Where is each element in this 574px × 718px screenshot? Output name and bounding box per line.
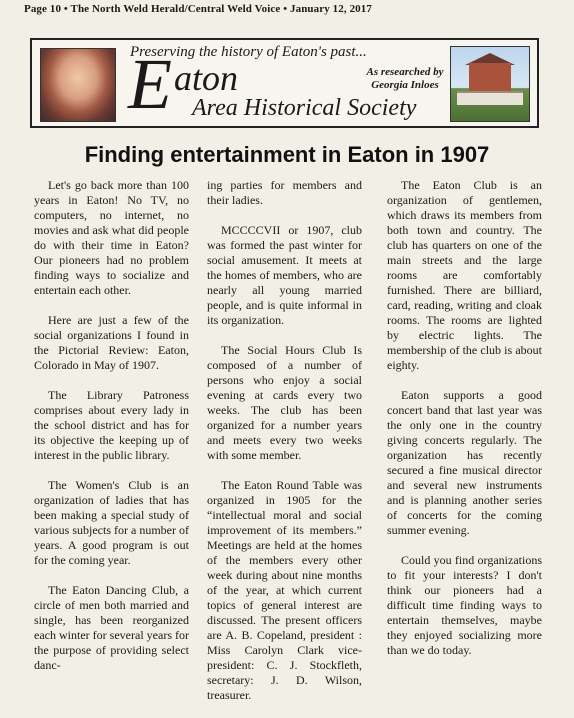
paragraph: ing parties for members and their ladies.	[207, 178, 362, 207]
paragraph: Here are just a few of the social organizations I found in the Pictorial Review: Eaton, Colorado in May of 1907.	[34, 313, 189, 372]
paragraph: Let's go back more than 100 years in Eaton! No TV, no computers, no internet, no movies and ask what did people do with their time in Eaton? Our pioneers had no problem finding ways to socialize and entertain each other.	[34, 178, 189, 297]
paragraph: The Women's Club is an organization of ladies that has been making a special study of various subjects for a number of years. A good program is out for the coming year.	[34, 478, 189, 567]
paragraph: MCCCCVII or 1907, club was formed the past winter for social amusement. It meets at the homes of members, who are nearly all young married people, and is quite informal in its organization.	[207, 223, 362, 327]
paragraph: Could you find organizations to fit your interests? I don't think our pioneers had a difficult time finding ways to entertain themselves, maybe they enjoyed socializing more than we do today.	[387, 553, 542, 657]
paragraph: The Eaton Dancing Club, a circle of men both married and single, has been reorganized each winter for several years for the purpose of providing select danc-	[34, 583, 189, 672]
paragraph: The Social Hours Club Is composed of a number of persons who enjoy a social evening at cards every two weeks. The club has been organized for a number years and meets every two weeks with some member.	[207, 343, 362, 462]
researcher-name: Georgia Inloes	[371, 79, 439, 91]
article-column-3	[387, 178, 542, 673]
banner-title-initial: E	[128, 44, 172, 124]
paragraph: The Eaton Club is an organization of gentlemen, which draws its members from both town and country. The club has quarters on one of the main streets and the large rooms are comfortably furnished. There are billiard, card, reading, writing and cloak rooms. The rooms are lighted by electric lights. The membership of the club is about eighty.	[387, 178, 542, 372]
banner-title: aton	[174, 58, 239, 98]
page-folio: Page 10 • The North Weld Herald/Central Weld Voice • January 12, 2017	[24, 3, 372, 15]
banner-subtitle: Area Historical Society	[192, 95, 417, 121]
researched-by	[350, 66, 460, 92]
author-photo	[40, 48, 116, 122]
historic-house-photo	[450, 46, 530, 122]
historical-society-banner	[30, 38, 539, 128]
article-column-1	[34, 178, 189, 688]
banner-tagline: Preserving the history of Eaton's past...	[130, 44, 367, 60]
paragraph: Eaton supports a good concert band that last year was the only one in the country giving concerts regularly. The organization has recently secured a fine musical director and several new instruments and is planning another series of concerts for the coming summer evening.	[387, 388, 542, 537]
paragraph: The Eaton Round Table was organized in 1905 for the “intellectual moral and social improvement of its members.” Meetings are held at the homes of the members every other week during about nine months of the year, at which current topics of general interest are discussed. The present officers are A. B. Copeland, president : Miss Carolyn Clark vice-president: C. J. Stockfleth, secretary: J. D. Wilson, treasurer.	[207, 478, 362, 702]
researched-by-line: As researched by	[366, 66, 444, 78]
article-headline: Finding entertainment in Eaton in 1907	[84, 142, 490, 167]
article-column-2	[207, 178, 362, 718]
paragraph: The Library Patroness comprises about every lady in the school district and has for its objective the keeping up of interest in the public library.	[34, 388, 189, 462]
